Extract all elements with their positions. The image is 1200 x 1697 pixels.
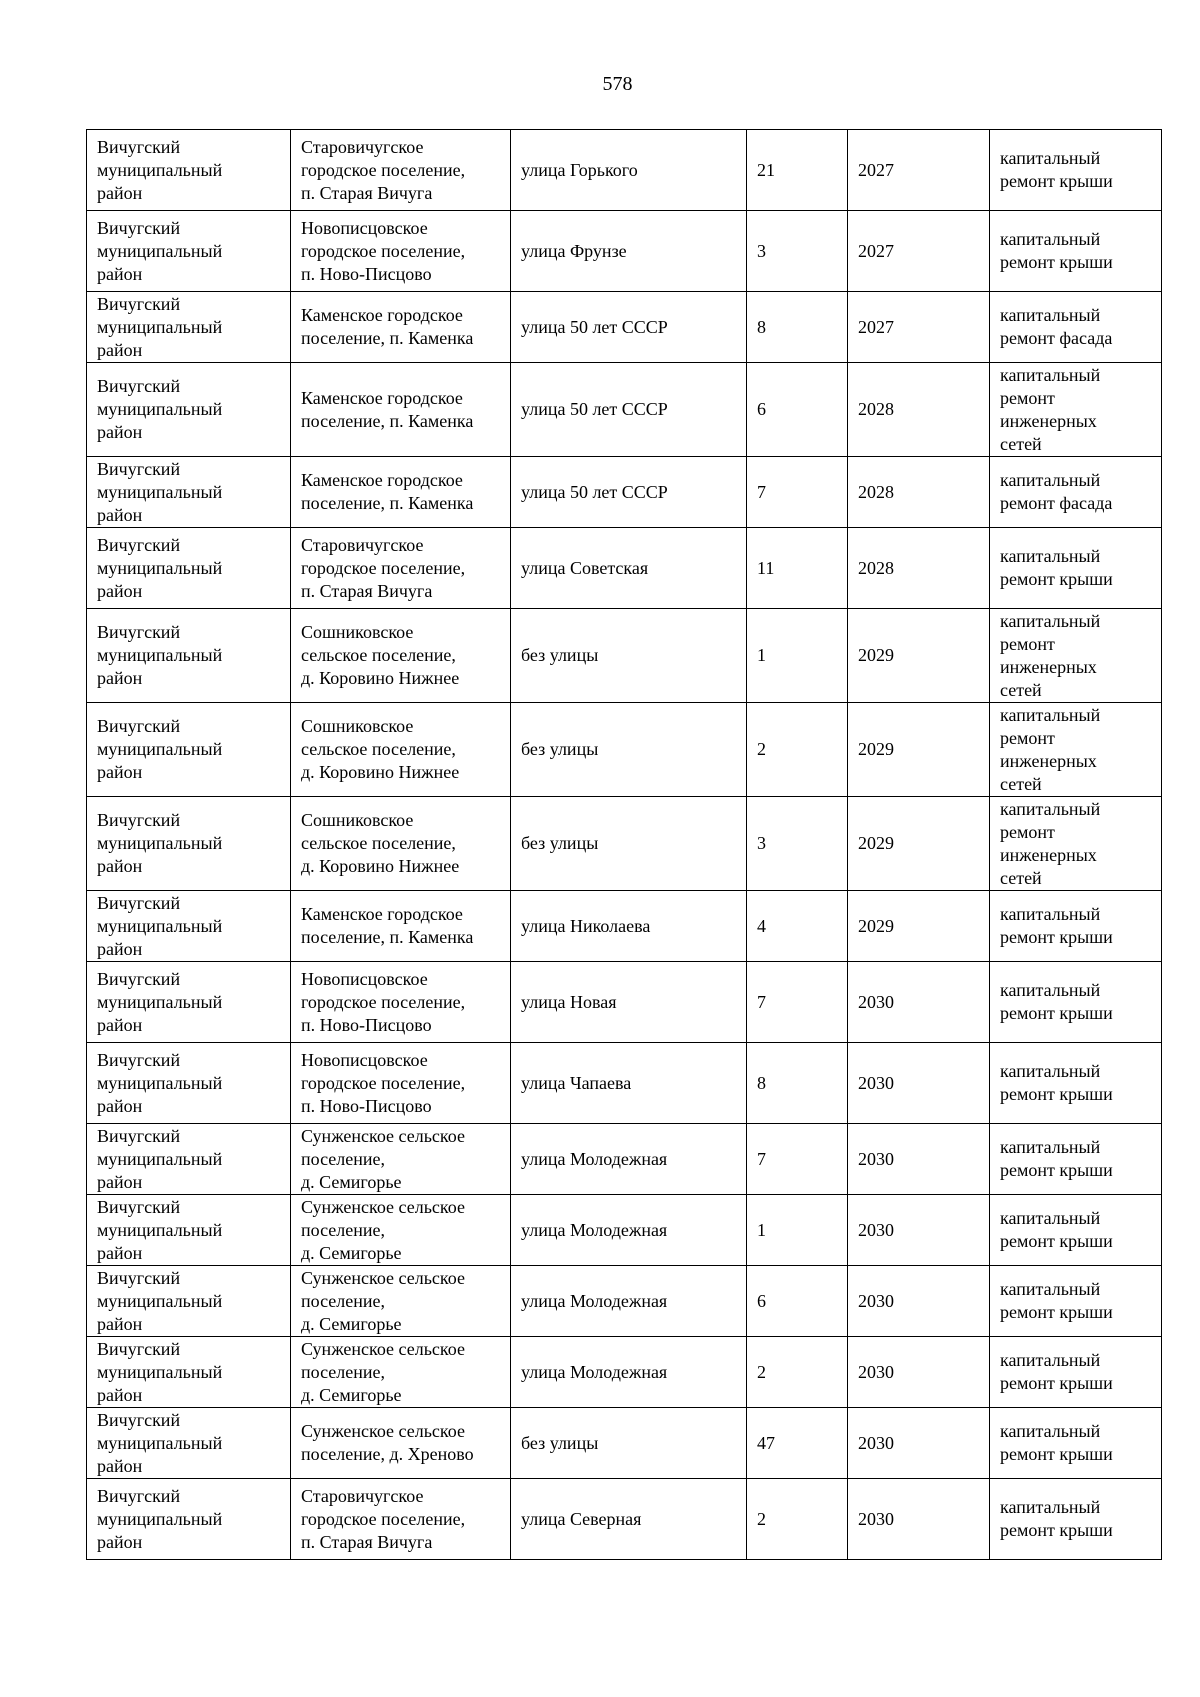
repair-schedule-table: [86, 129, 1162, 1560]
work-cell: капитальный ремонт крыши: [990, 1479, 1162, 1560]
work-cell: капитальный ремонт инженерных сетей: [990, 703, 1162, 797]
work-cell: капитальный ремонт фасада: [990, 457, 1162, 528]
year-cell: 2030: [848, 1266, 990, 1337]
work-cell: капитальный ремонт инженерных сетей: [990, 363, 1162, 457]
work-cell: капитальный ремонт крыши: [990, 130, 1162, 211]
district-cell: Вичугский муниципальный район: [87, 363, 291, 457]
house-cell: 2: [747, 1337, 848, 1408]
house-cell: 47: [747, 1408, 848, 1479]
street-cell: улица Фрунзе: [511, 211, 747, 292]
street-cell: улица Николаева: [511, 891, 747, 962]
settlement-cell: Каменское городское поселение, п. Каменка: [291, 292, 511, 363]
table-row: [87, 703, 1162, 797]
settlement-cell: Старовичугское городское поселение, п. Старая Вичуга: [291, 528, 511, 609]
house-cell: 3: [747, 797, 848, 891]
settlement-cell: Сунженское сельское поселение, д. Семигорье: [291, 1195, 511, 1266]
year-cell: 2028: [848, 457, 990, 528]
table-row: [87, 1266, 1162, 1337]
house-cell: 8: [747, 292, 848, 363]
district-cell: Вичугский муниципальный район: [87, 1479, 291, 1560]
table-row: [87, 363, 1162, 457]
work-cell: капитальный ремонт фасада: [990, 292, 1162, 363]
work-cell: капитальный ремонт крыши: [990, 891, 1162, 962]
year-cell: 2030: [848, 1479, 990, 1560]
table-row: [87, 1124, 1162, 1195]
district-cell: Вичугский муниципальный район: [87, 1043, 291, 1124]
work-cell: капитальный ремонт инженерных сетей: [990, 797, 1162, 891]
settlement-cell: Сошниковское сельское поселение, д. Коровино Нижнее: [291, 609, 511, 703]
street-cell: улица Чапаева: [511, 1043, 747, 1124]
work-cell: капитальный ремонт крыши: [990, 1043, 1162, 1124]
table-row: [87, 1479, 1162, 1560]
district-cell: Вичугский муниципальный район: [87, 1124, 291, 1195]
street-cell: улица 50 лет СССР: [511, 457, 747, 528]
work-cell: капитальный ремонт крыши: [990, 211, 1162, 292]
settlement-cell: Сунженское сельское поселение, д. Хреново: [291, 1408, 511, 1479]
house-cell: 2: [747, 1479, 848, 1560]
settlement-cell: Новописцовское городское поселение, п. Ново-Писцово: [291, 962, 511, 1043]
house-cell: 1: [747, 609, 848, 703]
street-cell: улица 50 лет СССР: [511, 292, 747, 363]
year-cell: 2029: [848, 797, 990, 891]
year-cell: 2029: [848, 609, 990, 703]
house-cell: 2: [747, 703, 848, 797]
table-row: [87, 1337, 1162, 1408]
settlement-cell: Сошниковское сельское поселение, д. Коровино Нижнее: [291, 797, 511, 891]
year-cell: 2028: [848, 363, 990, 457]
street-cell: улица Горького: [511, 130, 747, 211]
table-row: [87, 292, 1162, 363]
year-cell: 2027: [848, 130, 990, 211]
house-cell: 1: [747, 1195, 848, 1266]
table-row: [87, 609, 1162, 703]
settlement-cell: Сунженское сельское поселение, д. Семигорье: [291, 1266, 511, 1337]
settlement-cell: Сошниковское сельское поселение, д. Коровино Нижнее: [291, 703, 511, 797]
year-cell: 2027: [848, 211, 990, 292]
settlement-cell: Каменское городское поселение, п. Каменка: [291, 457, 511, 528]
work-cell: капитальный ремонт крыши: [990, 528, 1162, 609]
district-cell: Вичугский муниципальный район: [87, 457, 291, 528]
district-cell: Вичугский муниципальный район: [87, 211, 291, 292]
district-cell: Вичугский муниципальный район: [87, 797, 291, 891]
house-cell: 6: [747, 1266, 848, 1337]
year-cell: 2030: [848, 1043, 990, 1124]
district-cell: Вичугский муниципальный район: [87, 609, 291, 703]
settlement-cell: Новописцовское городское поселение, п. Ново-Писцово: [291, 211, 511, 292]
house-cell: 21: [747, 130, 848, 211]
table-row: [87, 457, 1162, 528]
year-cell: 2028: [848, 528, 990, 609]
work-cell: капитальный ремонт крыши: [990, 1408, 1162, 1479]
work-cell: капитальный ремонт крыши: [990, 962, 1162, 1043]
street-cell: улица Молодежная: [511, 1266, 747, 1337]
table-row: [87, 130, 1162, 211]
work-cell: капитальный ремонт инженерных сетей: [990, 609, 1162, 703]
house-cell: 7: [747, 457, 848, 528]
district-cell: Вичугский муниципальный район: [87, 1266, 291, 1337]
year-cell: 2030: [848, 1195, 990, 1266]
house-cell: 8: [747, 1043, 848, 1124]
house-cell: 4: [747, 891, 848, 962]
street-cell: без улицы: [511, 797, 747, 891]
street-cell: без улицы: [511, 609, 747, 703]
year-cell: 2027: [848, 292, 990, 363]
district-cell: Вичугский муниципальный район: [87, 292, 291, 363]
district-cell: Вичугский муниципальный район: [87, 1337, 291, 1408]
year-cell: 2030: [848, 1337, 990, 1408]
district-cell: Вичугский муниципальный район: [87, 130, 291, 211]
year-cell: 2030: [848, 1408, 990, 1479]
street-cell: улица Молодежная: [511, 1124, 747, 1195]
street-cell: улица Молодежная: [511, 1195, 747, 1266]
street-cell: без улицы: [511, 1408, 747, 1479]
district-cell: Вичугский муниципальный район: [87, 1408, 291, 1479]
year-cell: 2029: [848, 703, 990, 797]
work-cell: капитальный ремонт крыши: [990, 1195, 1162, 1266]
house-cell: 3: [747, 211, 848, 292]
table-body: [87, 130, 1162, 1560]
table-row: [87, 528, 1162, 609]
district-cell: Вичугский муниципальный район: [87, 1195, 291, 1266]
table-row: [87, 797, 1162, 891]
table-row: [87, 1408, 1162, 1479]
table-row: [87, 962, 1162, 1043]
settlement-cell: Каменское городское поселение, п. Каменка: [291, 891, 511, 962]
settlement-cell: Новописцовское городское поселение, п. Ново-Писцово: [291, 1043, 511, 1124]
table-row: [87, 891, 1162, 962]
settlement-cell: Старовичугское городское поселение, п. Старая Вичуга: [291, 130, 511, 211]
district-cell: Вичугский муниципальный район: [87, 891, 291, 962]
district-cell: Вичугский муниципальный район: [87, 962, 291, 1043]
street-cell: улица Новая: [511, 962, 747, 1043]
house-cell: 7: [747, 1124, 848, 1195]
street-cell: улица Северная: [511, 1479, 747, 1560]
district-cell: Вичугский муниципальный район: [87, 703, 291, 797]
table-row: [87, 211, 1162, 292]
year-cell: 2029: [848, 891, 990, 962]
settlement-cell: Старовичугское городское поселение, п. Старая Вичуга: [291, 1479, 511, 1560]
table-row: [87, 1195, 1162, 1266]
street-cell: улица 50 лет СССР: [511, 363, 747, 457]
year-cell: 2030: [848, 1124, 990, 1195]
district-cell: Вичугский муниципальный район: [87, 528, 291, 609]
street-cell: без улицы: [511, 703, 747, 797]
street-cell: улица Молодежная: [511, 1337, 747, 1408]
year-cell: 2030: [848, 962, 990, 1043]
work-cell: капитальный ремонт крыши: [990, 1124, 1162, 1195]
work-cell: капитальный ремонт крыши: [990, 1337, 1162, 1408]
house-cell: 11: [747, 528, 848, 609]
house-cell: 7: [747, 962, 848, 1043]
street-cell: улица Советская: [511, 528, 747, 609]
page-number: 578: [602, 73, 633, 95]
settlement-cell: Сунженское сельское поселение, д. Семигорье: [291, 1124, 511, 1195]
settlement-cell: Сунженское сельское поселение, д. Семигорье: [291, 1337, 511, 1408]
table-row: [87, 1043, 1162, 1124]
settlement-cell: Каменское городское поселение, п. Каменка: [291, 363, 511, 457]
work-cell: капитальный ремонт крыши: [990, 1266, 1162, 1337]
house-cell: 6: [747, 363, 848, 457]
